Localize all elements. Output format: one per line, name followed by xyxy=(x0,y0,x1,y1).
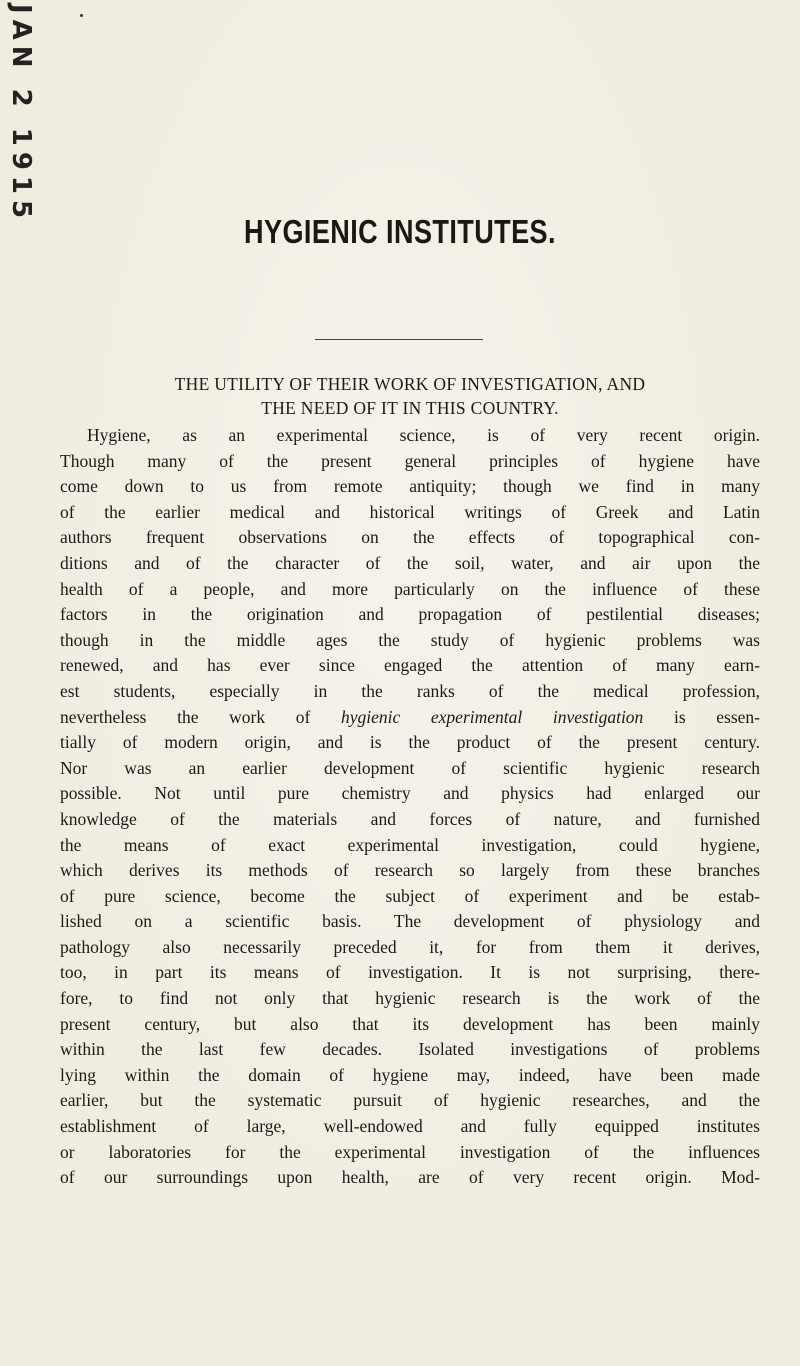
italic-phrase: hygienic experimental investigation xyxy=(340,706,644,727)
date-stamp-text: JAN 2 1915 xyxy=(6,4,36,225)
body-line: of pure science, become the subject of experiment and be estab- xyxy=(60,885,760,906)
body-line: the means of exact experimental investigation, could hygiene, xyxy=(60,834,760,855)
title-divider xyxy=(315,339,483,340)
page-title: HYGIENIC INSTITUTES. xyxy=(244,213,556,250)
body-line: health of a people, and more particularly on the influence of these xyxy=(60,578,760,599)
body-line: authors frequent observations on the effects of topographical con- xyxy=(60,527,760,548)
body-line: Though many of the present general principles of hygiene have xyxy=(60,450,760,471)
body-line: establishment of large, well-endowed and fully equipped institutes xyxy=(60,1116,760,1137)
body-line: fore, to find not only that hygienic research is the work of the xyxy=(60,988,760,1009)
body-line: lished on a scientific basis. The development of physiology and xyxy=(60,911,760,932)
body-line: within the last few decades. Isolated investigations of problems xyxy=(60,1039,760,1060)
body-line-with-italic xyxy=(60,705,760,731)
body-line: est students, especially in the ranks of the medical profession, xyxy=(60,680,760,701)
body-line: tially of modern origin, and is the product of the present century. xyxy=(60,732,760,753)
body-line: present century, but also that its development has been mainly xyxy=(60,1013,760,1034)
body-line: Nor was an earlier development of scientific hygienic research xyxy=(60,757,760,778)
body-paragraph xyxy=(60,423,760,1191)
body-line: earlier, but the systematic pursuit of hygienic researches, and the xyxy=(60,1090,760,1111)
library-date-stamp xyxy=(4,4,44,225)
body-line-part: is essen- xyxy=(673,706,760,727)
subtitle xyxy=(60,372,760,420)
body-line: Hygiene, as an experimental science, is of very recent origin. xyxy=(87,425,760,445)
body-line: knowledge of the materials and forces of nature, and furnished xyxy=(60,808,760,829)
body-line: ditions and of the character of the soil, water, and air upon the xyxy=(60,552,760,573)
body-line: of the earlier medical and historical writings of Greek and Latin xyxy=(60,501,760,522)
ink-dot xyxy=(80,14,83,17)
body-line: or laboratories for the experimental investigation of the influences xyxy=(60,1141,760,1162)
body-line-part: nevertheless the work of xyxy=(60,706,311,727)
subtitle-line-2: THE NEED OF IT IN THIS COUNTRY. xyxy=(261,398,559,418)
body-line: too, in part its means of investigation. It is not surprising, there- xyxy=(60,962,760,983)
body-line: renewed, and has ever since engaged the attention of many earn- xyxy=(60,655,760,676)
body-line: come down to us from remote antiquity; though we find in many xyxy=(60,476,760,497)
body-line: possible. Not until pure chemistry and physics had enlarged our xyxy=(60,783,760,804)
body-line: pathology also necessarily preceded it, for from them it derives, xyxy=(60,936,760,957)
body-line: factors in the origination and propagation of pestilential diseases; xyxy=(60,604,760,625)
body-line: of our surroundings upon health, are of very recent origin. Mod- xyxy=(60,1167,760,1188)
body-line: though in the middle ages the study of hygienic problems was xyxy=(60,629,760,650)
body-line: which derives its methods of research so largely from these branches xyxy=(60,860,760,881)
subtitle-line-1: THE UTILITY OF THEIR WORK OF INVESTIGATION, AND xyxy=(174,374,646,394)
body-line: lying within the domain of hygiene may, indeed, have been made xyxy=(60,1064,760,1085)
